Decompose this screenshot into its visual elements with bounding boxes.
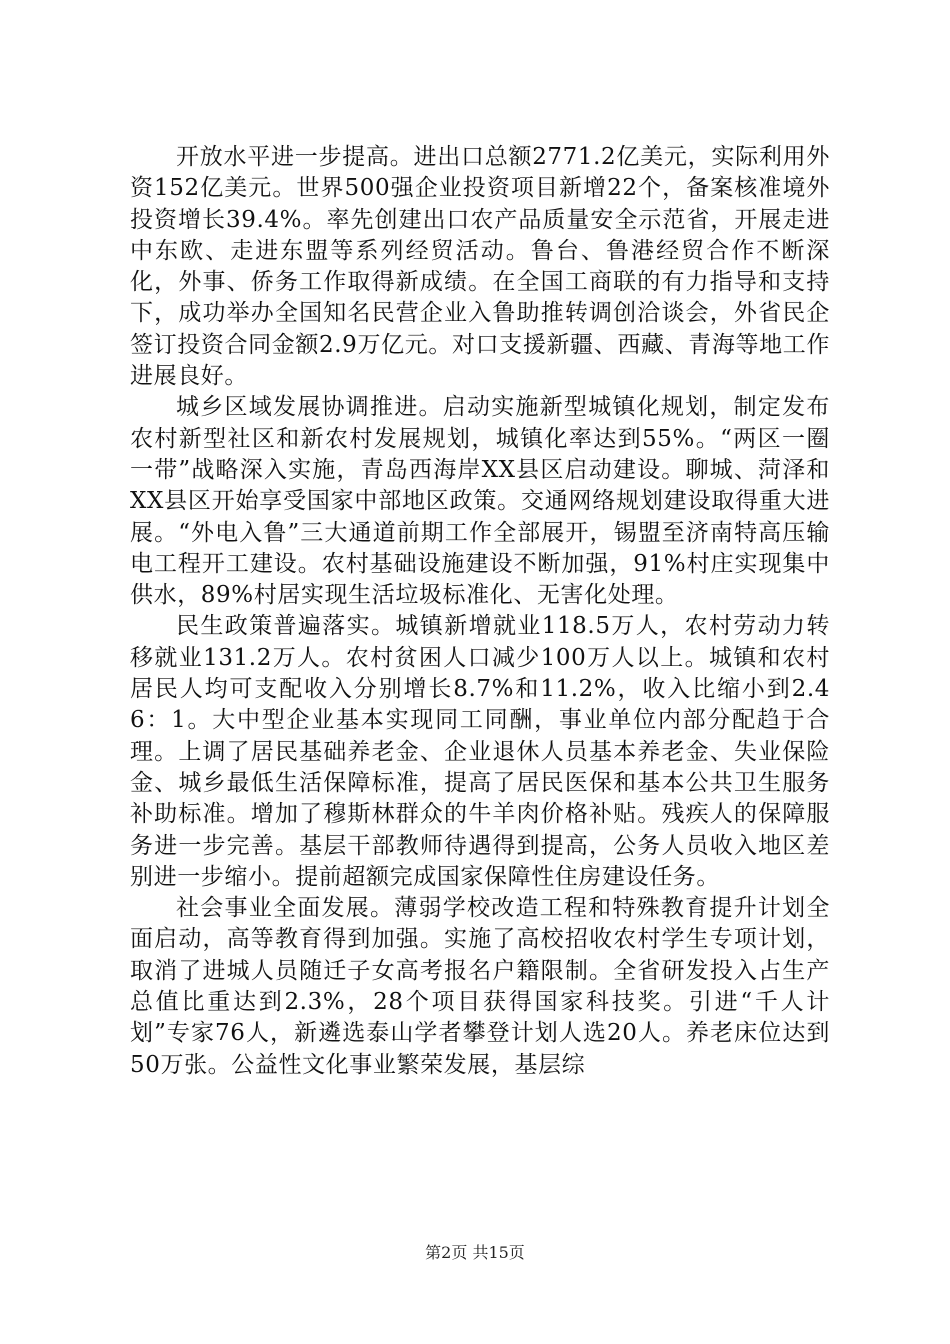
paragraph-urban-rural: 城乡区域发展协调推进。启动实施新型城镇化规划，制定发布农村新型社区和新农村发展规划，城镇化率达到55%。“两区一圈一带”战略深入实施，青岛西海岸XX县区启动建设。聊城、菏泽和XX县区开始享受国家中部地区政策。交通网络规划建设取得重大进展。“外电入鲁”三大通道前期工作全部展开，锡盟至济南特高压输电工程开工建设。农村基础设施建设不断加强，91%村庄实现集中供水，89%村居实现生活垃圾标准化、无害化处理。 [130, 394, 830, 609]
paragraph-social-affairs: 社会事业全面发展。薄弱学校改造工程和特殊教育提升计划全面启动，高等教育得到加强。实施了高校招收农村学生专项计划，取消了进城人员随迁子女高考报名户籍限制。全省研发投入占生产总值比重达到2.3%，28个项目获得国家科技奖。引进“千人计划”专家76人，新遴选泰山学者攀登计划人选20人。养老床位达到50万张。公益性文化事业繁荣发展，基层综 [130, 895, 830, 1078]
document-body [130, 142, 830, 1081]
page-number-footer: 第2页 共15页 [425, 1243, 525, 1262]
paragraph-opening-up: 开放水平进一步提高。进出口总额2771.2亿美元，实际利用外资152亿美元。世界500强企业投资项目新增22个，备案核准境外投资增长39.4%。率先创建出口农产品质量安全示范省，开展走进中东欧、走进东盟等系列经贸活动。鲁台、鲁港经贸合作不断深化，外事、侨务工作取得新成绩。在全国工商联的有力指导和支持下，成功举办全国知名民营企业入鲁助推转调创洽谈会，外省民企签订投资合同金额2.9万亿元。对口支援新疆、西藏、青海等地工作进展良好。 [130, 144, 830, 390]
paragraph-livelihood: 民生政策普遍落实。城镇新增就业118.5万人，农村劳动力转移就业131.2万人。农村贫困人口减少100万人以上。城镇和农村居民人均可支配收入分别增长8.7%和11.2%，收入比缩小到2.46：1。大中型企业基本实现同工同酬，事业单位内部分配趋于合理。上调了居民基础养老金、企业退休人员基本养老金、失业保险金、城乡最低生活保障标准，提高了居民医保和基本公共卫生服务补助标准。增加了穆斯林群众的牛羊肉价格补贴。残疾人的保障服务进一步完善。基层干部教师待遇得到提高，公务人员收入地区差别进一步缩小。提前超额完成国家保障性住房建设任务。 [130, 613, 830, 890]
